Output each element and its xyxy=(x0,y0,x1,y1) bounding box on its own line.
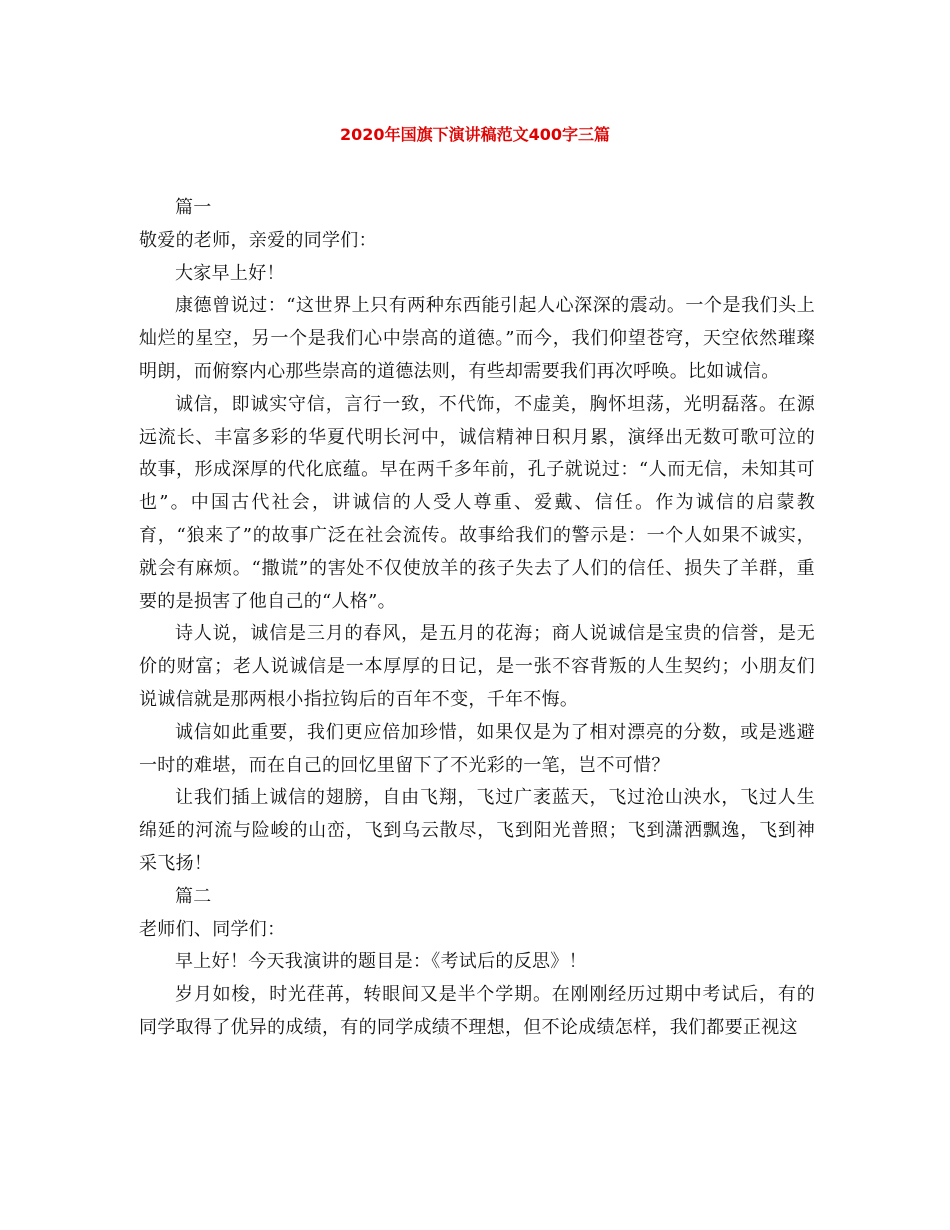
paragraph: 岁月如梭，时光荏苒，转眼间又是半个学期。在刚刚经历过期中考试后，有的同学取得了优异的成绩，有的同学成绩不理想，但不论成绩怎样，我们都要正视这 xyxy=(139,984,815,1038)
paragraph: 诚信如此重要，我们更应倍加珍惜，如果仅是为了相对漂亮的分数，或是逃避一时的难堪，而在自己的回忆里留下了不光彩的一笔，岂不可惜？ xyxy=(139,721,815,776)
paragraph: 大家早上好！ xyxy=(175,262,285,284)
document-body xyxy=(139,192,815,1045)
paragraph: 康德曾说过：“这世界上只有两种东西能引起人心深深的震动。一个是我们头上灿烂的星空，另一个是我们心中崇高的道德。”而今，我们仰望苍穹，天空依然璀璨明朗，而俯察内心那些崇高的道德法则，有些却需要我们再次呼唤。比如诚信。 xyxy=(139,295,815,382)
paragraph: 篇二 xyxy=(175,885,212,907)
paragraph: 让我们插上诚信的翅膀，自由飞翔，飞过广袤蓝天，飞过沧山泱水，飞过人生绵延的河流与险峻的山峦，飞到乌云散尽，飞到阳光普照；飞到潇洒飘逸，飞到神采飞扬！ xyxy=(139,787,815,874)
paragraph: 敬爱的老师，亲爱的同学们： xyxy=(139,229,377,251)
paragraph: 诚信，即诚实守信，言行一致，不代饰，不虚美，胸怀坦荡，光明磊落。在源远流长、丰富多彩的华夏代明长河中，诚信精神日积月累，演绎出无数可歌可泣的故事，形成深厚的代化底蕴。早在两千多年前，孔子就说过：“人而无信，未知其可也”。中国古代社会，讲诚信的人受人尊重、爱戴、信任。作为诚信的启蒙教育，“狼来了”的故事广泛在社会流传。故事给我们的警示是：一个人如果不诚实，就会有麻烦。“撒谎”的害处不仅使放羊的孩子失去了人们的信任、损失了羊群，重要的是损害了他自己的“人格”。 xyxy=(139,393,815,612)
paragraph: 诗人说，诚信是三月的春风，是五月的花海；商人说诚信是宝贵的信誉，是无价的财富；老人说诚信是一本厚厚的日记，是一张不容背叛的人生契约；小朋友们说诚信就是那两根小指拉钩后的百年不变，千年不悔。 xyxy=(139,623,815,710)
paragraph: 篇一 xyxy=(175,197,212,218)
paragraph: 老师们、同学们： xyxy=(139,918,286,940)
document-title: 2020年国旗下演讲稿范文400字三篇 xyxy=(340,125,610,144)
paragraph: 早上好！今天我演讲的题目是：《考试后的反思》！ xyxy=(175,951,587,973)
